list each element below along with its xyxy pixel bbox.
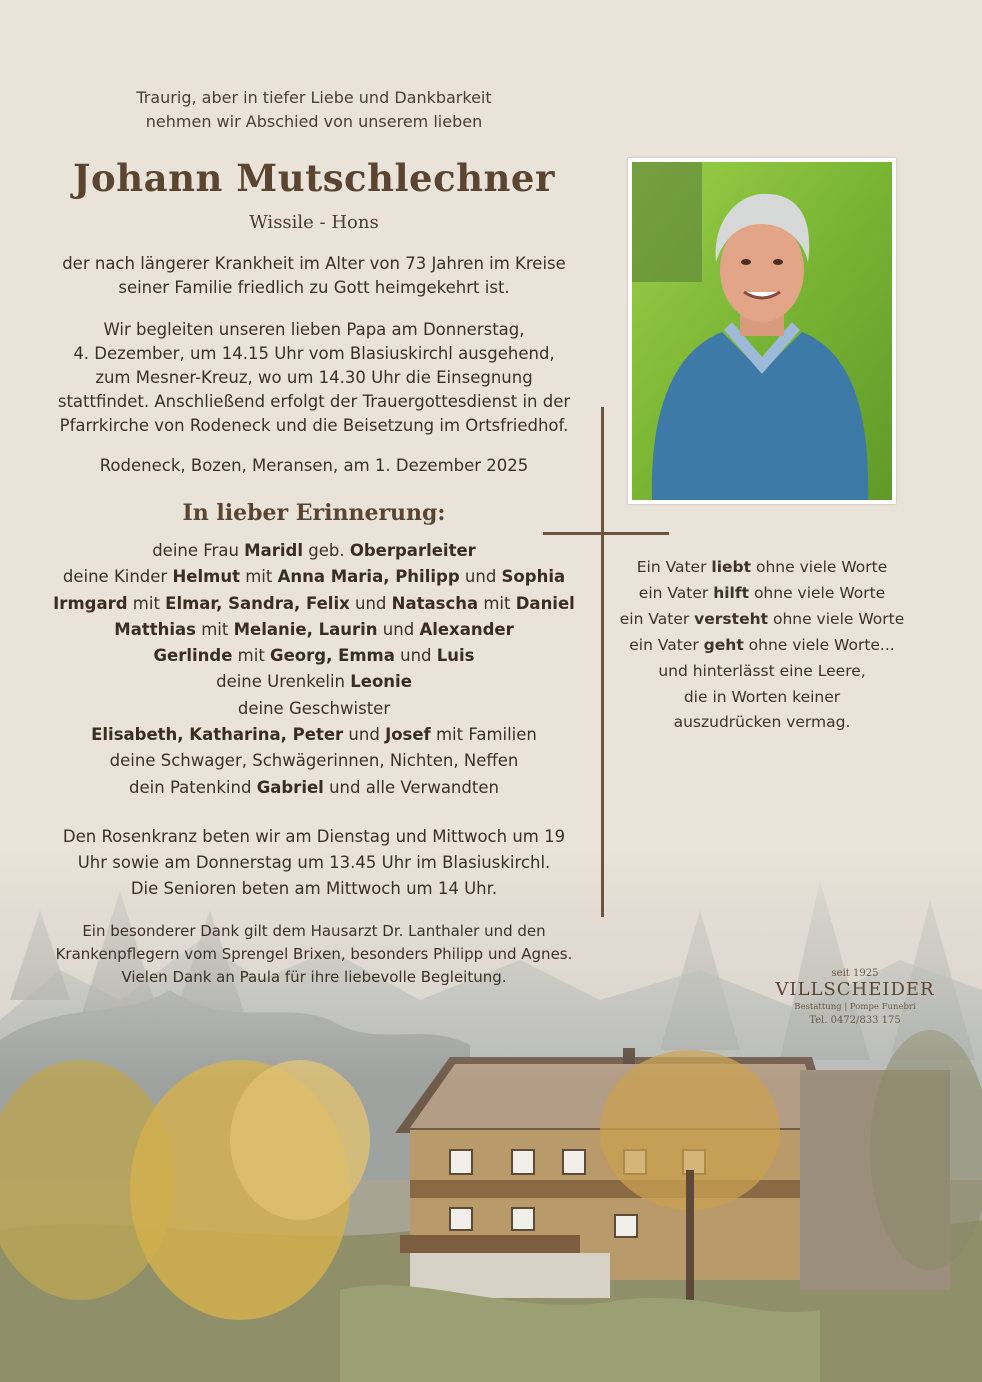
cross-vertical-bar bbox=[601, 407, 604, 917]
announcement-text bbox=[40, 252, 588, 300]
deceased-nickname: Wissile - Hons bbox=[249, 212, 379, 233]
rosary-info bbox=[40, 824, 588, 902]
logo-brand: VILLSCHEIDER bbox=[775, 979, 935, 1000]
poem-line: auszudrücken vermag. bbox=[673, 713, 851, 732]
intro-text bbox=[40, 86, 588, 134]
rosary-line: Uhr sowie am Donnerstag um 13.45 Uhr im Blasiuskirchl. bbox=[77, 853, 551, 872]
funeral-line: zum Mesner-Kreuz, wo um 14.30 Uhr die Einsegnung bbox=[95, 368, 533, 387]
mourner-line: Irmgard mit Elmar, Sandra, Felix und Natascha mit Daniel bbox=[53, 593, 575, 613]
funeral-line: Wir begleiten unseren lieben Papa am Donnerstag, bbox=[103, 320, 525, 339]
portrait-image bbox=[632, 162, 892, 500]
logo-since: seit 1925 bbox=[831, 968, 879, 979]
logo-tagline: Bestattung | Pompe Funebri bbox=[794, 1002, 916, 1012]
cross-horizontal-bar bbox=[543, 532, 669, 535]
announcement-line: der nach längerer Krankheit im Alter von 73 Jahren im Kreise bbox=[62, 254, 566, 273]
poem-line: ein Vater hilft ohne viele Worte bbox=[638, 583, 886, 602]
thanks-text bbox=[20, 920, 608, 989]
thanks-line: Vielen Dank an Paula für ihre liebevolle Begleitung. bbox=[121, 968, 507, 986]
poem-line: ein Vater geht ohne viele Worte... bbox=[629, 635, 895, 654]
mourner-line: deine Urenkelin Leonie bbox=[216, 672, 412, 692]
mourner-line: deine Frau Maridl geb. Oberparleiter bbox=[152, 541, 476, 560]
mourner-line: deine Schwager, Schwägerinnen, Nichten, Neffen bbox=[109, 751, 519, 771]
thanks-line: Ein besonderer Dank gilt dem Hausarzt Dr. Lanthaler und den bbox=[82, 922, 546, 940]
place-date: Rodeneck, Bozen, Meransen, am 1. Dezember 2025 bbox=[99, 456, 529, 475]
funeral-details bbox=[40, 318, 588, 438]
remembrance-heading: In lieber Erinnerung: bbox=[182, 500, 446, 526]
poem-line: die in Worten keiner bbox=[683, 687, 841, 706]
funeral-line: 4. Dezember, um 14.15 Uhr vom Blasiuskirchl ausgehend, bbox=[73, 344, 555, 363]
rosary-line: Die Senioren beten am Mittwoch um 14 Uhr. bbox=[130, 879, 498, 898]
funeral-line: stattfindet. Anschließend erfolgt der Trauergottesdienst in der bbox=[57, 392, 571, 411]
mourner-line: Elisabeth, Katharina, Peter und Josef mit Familien bbox=[91, 725, 537, 745]
poem-line: Ein Vater liebt ohne viele Worte bbox=[636, 558, 888, 576]
poem-line: ein Vater versteht ohne viele Worte bbox=[619, 609, 905, 628]
logo-phone: Tel. 0472/833 175 bbox=[809, 1015, 901, 1026]
poem-line: und hinterlässt eine Leere, bbox=[658, 661, 866, 680]
funeral-home-logo bbox=[770, 968, 940, 1026]
rosary-line: Den Rosenkranz beten wir am Dienstag und Mittwoch um 19 bbox=[62, 827, 566, 846]
mourner-line: Matthias mit Melanie, Laurin und Alexander bbox=[114, 619, 514, 639]
mourner-line: deine Geschwister bbox=[237, 698, 391, 718]
announcement-line: seiner Familie friedlich zu Gott heimgekehrt ist. bbox=[118, 278, 510, 297]
intro-line: nehmen wir Abschied von unserem lieben bbox=[145, 112, 483, 131]
mourner-line: Gerlinde mit Georg, Emma und Luis bbox=[153, 646, 475, 666]
mourners-list bbox=[40, 538, 588, 801]
intro-line: Traurig, aber in tiefer Liebe und Dankbarkeit bbox=[136, 88, 492, 107]
mourner-line: deine Kinder Helmut mit Anna Maria, Philipp und Sophia bbox=[62, 567, 566, 587]
deceased-name: Johann Mutschlechner bbox=[73, 156, 555, 200]
mourner-line: dein Patenkind Gabriel und alle Verwandten bbox=[129, 777, 499, 797]
portrait-photo bbox=[628, 158, 896, 504]
poem bbox=[612, 555, 912, 736]
funeral-line: Pfarrkirche von Rodeneck und die Beisetzung im Ortsfriedhof. bbox=[59, 416, 569, 435]
thanks-line: Krankenpflegern vom Sprengel Brixen, besonders Philipp und Agnes. bbox=[55, 945, 573, 963]
